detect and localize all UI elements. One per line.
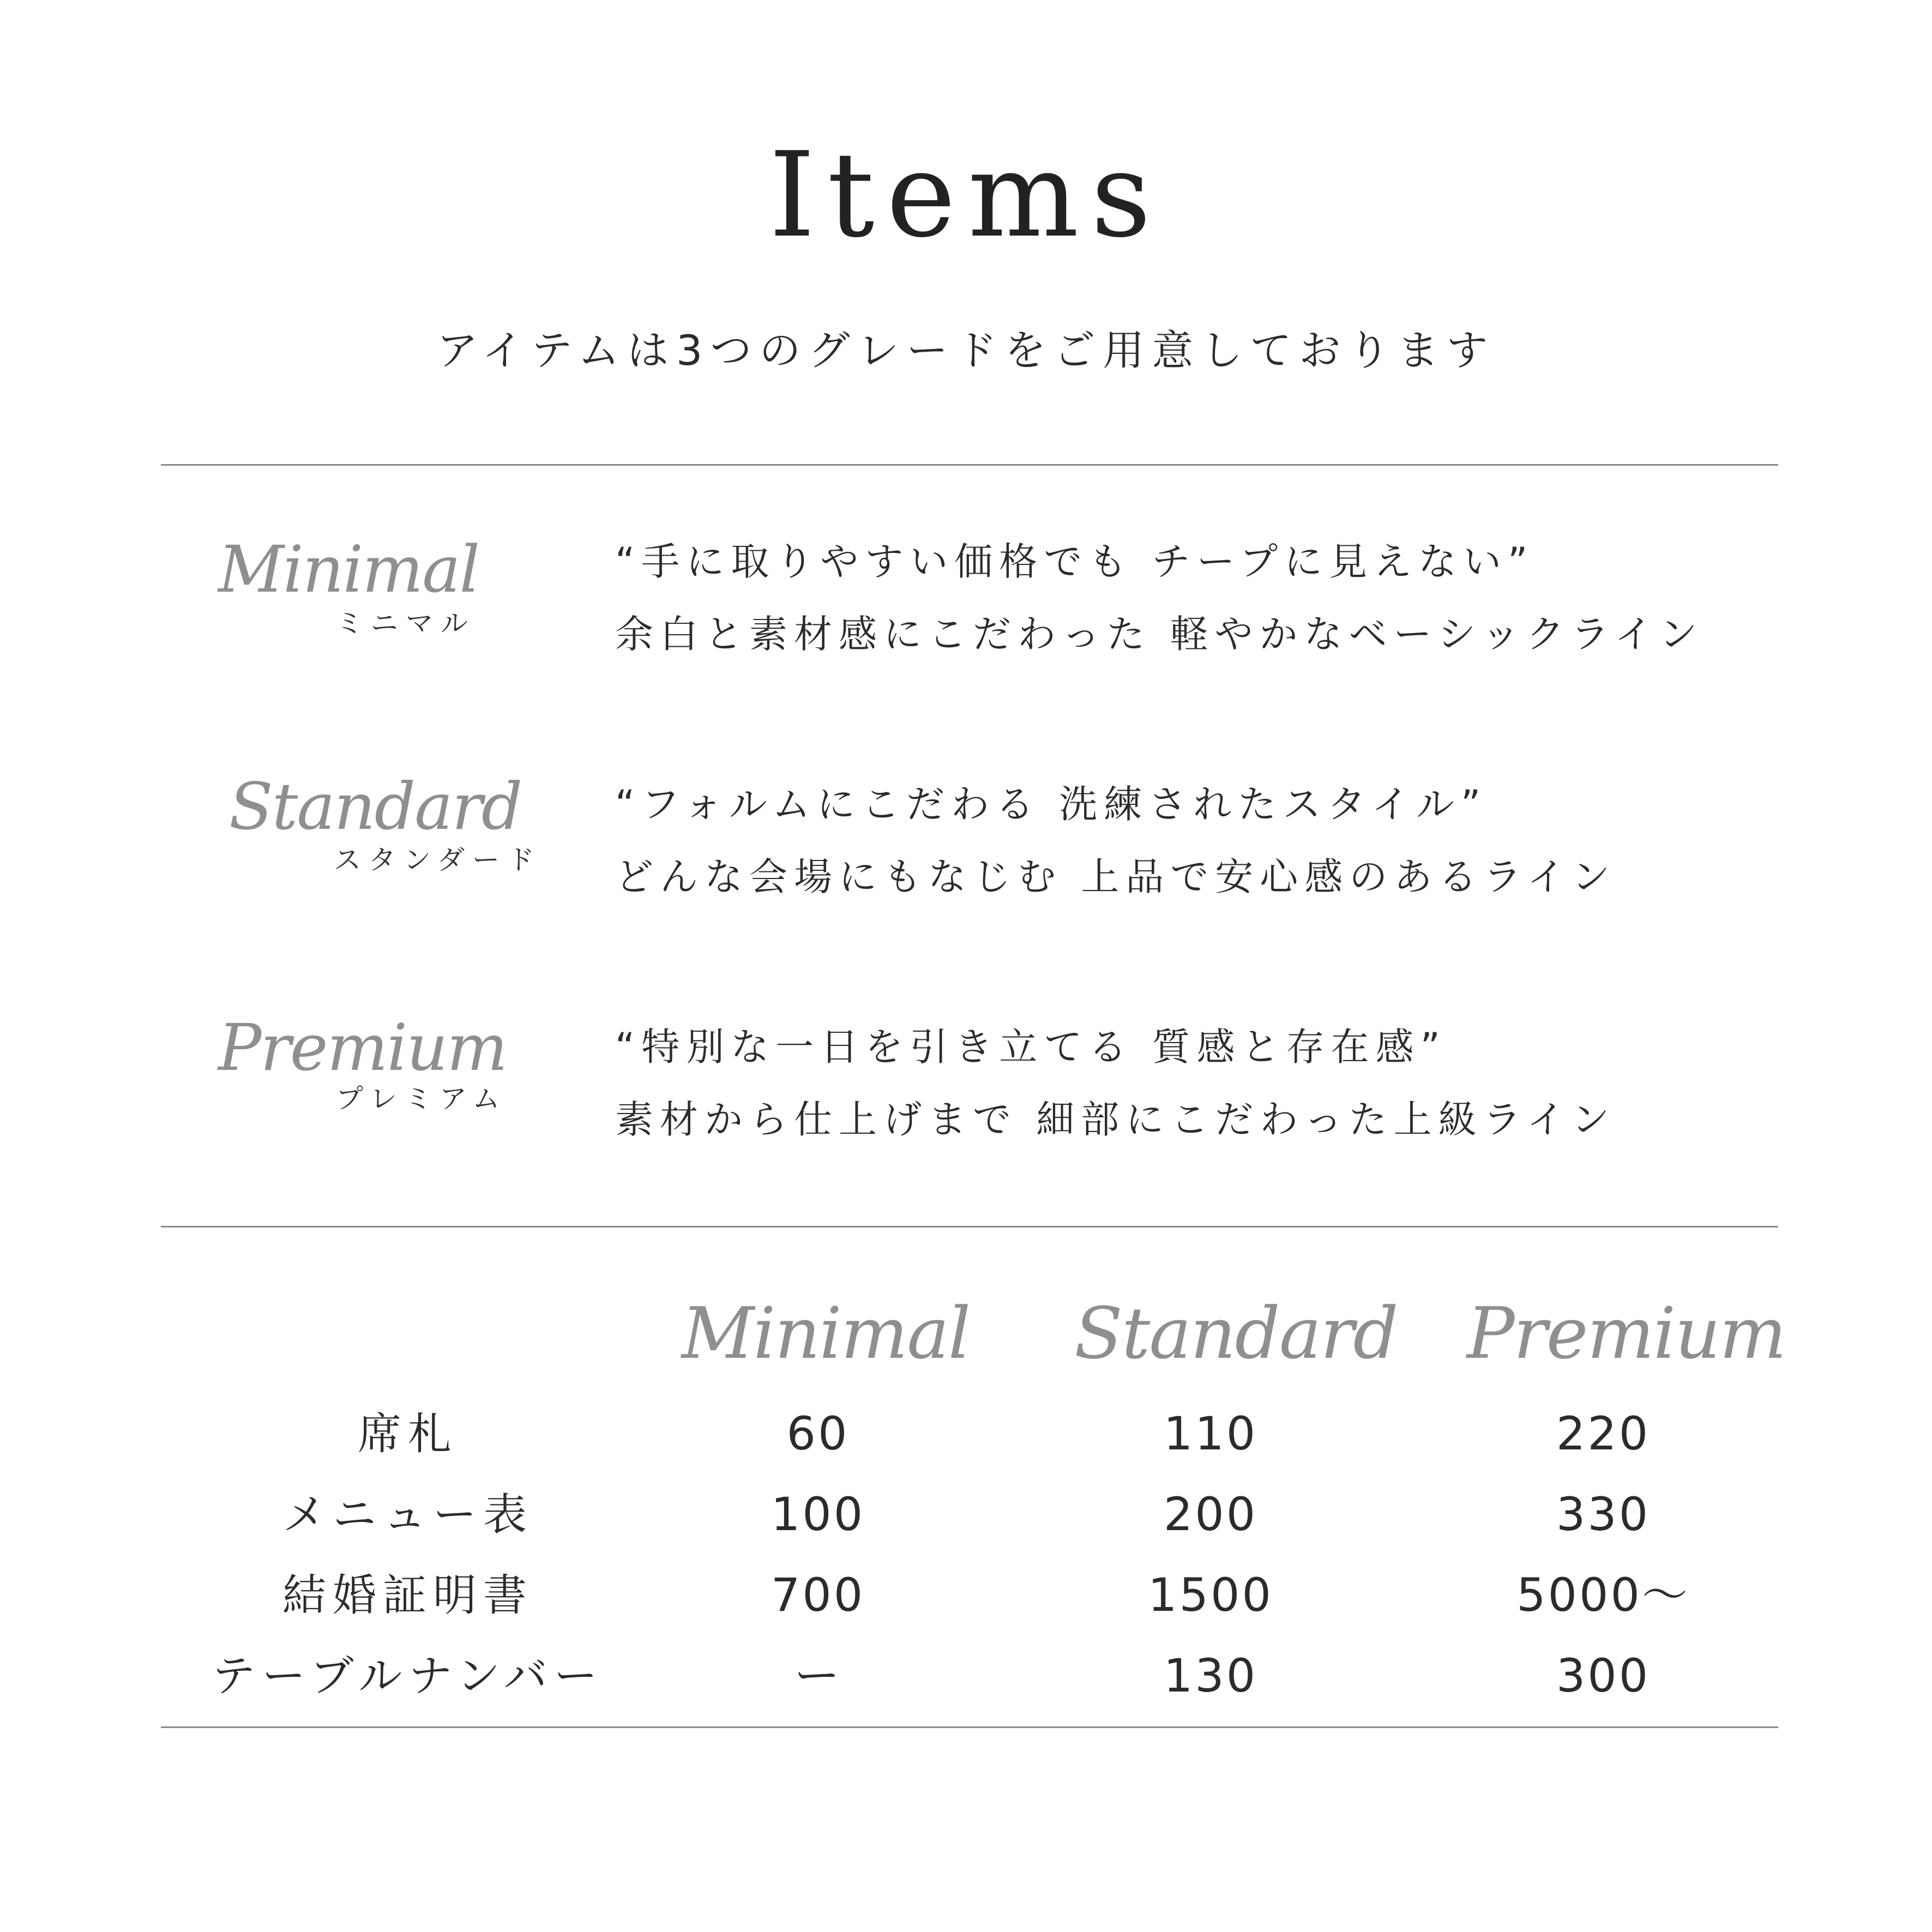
table-row-label: 結婚証明書 [282, 1570, 533, 1621]
grade-standard-kana: スタンダード [334, 844, 542, 876]
table-cell: ー [793, 1649, 842, 1702]
table-cell: 220 [1556, 1407, 1651, 1460]
divider-top [161, 464, 1778, 466]
grade-standard-line2: どんな会場にもなじむ 上品で安心感のあるライン [615, 854, 1617, 899]
grade-minimal-script: Minimal [218, 532, 479, 607]
grade-premium-line1: “特別な一日を引き立てる 質感と存在感” [615, 1025, 1447, 1069]
grade-standard-line1: “フォルムにこだわる 洗練されたスタイル” [615, 782, 1488, 827]
table-row-label: 席札 [358, 1409, 458, 1459]
table-cell: 700 [771, 1568, 865, 1622]
grade-premium-script: Premium [218, 1010, 507, 1085]
divider-bottom [161, 1726, 1778, 1728]
table-cell: 130 [1163, 1649, 1258, 1702]
table-cell: 110 [1163, 1407, 1258, 1460]
grade-premium-line2: 素材から仕上げまで 細部にこだわった上級ライン [615, 1097, 1616, 1142]
table-cell: 5000〜 [1516, 1568, 1690, 1622]
table-cell: 330 [1556, 1488, 1651, 1541]
table-cell: 300 [1556, 1649, 1651, 1702]
table-cell: 60 [786, 1407, 850, 1460]
table-header-premium: Premium [1467, 1292, 1786, 1375]
divider-middle [161, 1226, 1778, 1227]
grade-minimal-line2: 余白と素材感にこだわった 軽やかなベーシックライン [615, 612, 1704, 657]
table-cell: 100 [771, 1488, 865, 1541]
table-header-standard: Standard [1074, 1292, 1398, 1375]
table-row-label: メニュー表 [282, 1489, 533, 1540]
table-cell: 200 [1163, 1488, 1258, 1541]
grade-minimal-line1: “手に取りやすい価格でも チープに見えない” [615, 539, 1534, 584]
grade-minimal-kana: ミニマル [336, 607, 476, 639]
table-row-label: テーブルナンバー [212, 1651, 604, 1701]
grade-standard-script: Standard [229, 769, 522, 844]
page-subtitle: アイテムは3つのグレードをご用意しております [436, 326, 1496, 375]
page-title: Items [769, 127, 1163, 263]
grade-premium-kana: プレミアム [336, 1083, 508, 1115]
table-cell: 1500 [1148, 1568, 1273, 1622]
table-header-minimal: Minimal [682, 1292, 970, 1375]
